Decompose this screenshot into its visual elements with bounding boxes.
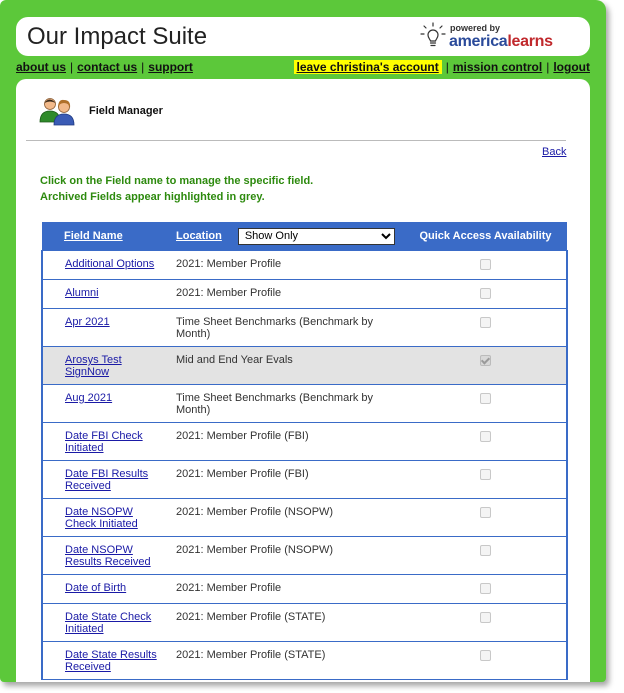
location-cell: 2021: Member Profile (STATE) — [166, 642, 404, 680]
location-cell: Time Sheet Benchmarks (Benchmark by Month) — [166, 385, 404, 423]
table-row — [42, 499, 567, 537]
field-name-link[interactable]: Apr 2021 — [65, 316, 110, 328]
table-row — [42, 461, 567, 499]
sort-field-name[interactable]: Field Name — [64, 230, 123, 242]
quick-access-checkbox[interactable] — [480, 431, 491, 442]
nav-about-us[interactable]: about us — [16, 60, 66, 74]
quick-access-cell — [404, 642, 567, 680]
quick-access-cell — [404, 347, 567, 385]
quick-access-cell — [404, 575, 567, 604]
sort-location[interactable]: Location — [176, 230, 222, 242]
nav-right — [294, 60, 591, 74]
quick-access-checkbox[interactable] — [480, 355, 491, 366]
nav-leave-account[interactable]: leave christina's account — [294, 60, 442, 74]
quick-access-cell — [404, 280, 567, 309]
powered-by-text: powered by — [450, 23, 501, 33]
archived-note: Archived Fields appear highlighted in grey. — [40, 191, 265, 203]
col-location — [166, 222, 404, 251]
instruction-text: Click on the Field name to manage the specific field. — [40, 175, 314, 187]
table-row — [42, 642, 567, 680]
field-name-link[interactable]: Additional Options — [65, 258, 155, 270]
top-nav — [16, 60, 590, 76]
table-row — [42, 575, 567, 604]
table-row — [42, 280, 567, 309]
location-cell: 2021: Member Profile (STATE) — [166, 604, 404, 642]
location-cell: 2021: Member Profile (NSOPW) — [166, 499, 404, 537]
nav-separator: | — [70, 60, 74, 74]
location-filter-select[interactable] — [238, 228, 395, 245]
content-panel — [16, 79, 590, 682]
quick-access-checkbox[interactable] — [480, 317, 491, 328]
nav-separator: | — [546, 60, 550, 74]
col-quick-access: Quick Access Availability — [404, 222, 567, 251]
location-header — [176, 228, 404, 245]
quick-access-cell — [404, 385, 567, 423]
quick-access-cell — [404, 604, 567, 642]
table-row — [42, 537, 567, 575]
field-name-link[interactable]: Date NSOPW Check Initiated — [65, 506, 138, 530]
table-body — [42, 251, 567, 680]
nav-separator: | — [445, 60, 449, 74]
field-name-cell — [42, 604, 166, 642]
table-row — [42, 251, 567, 280]
field-name-cell — [42, 347, 166, 385]
back-link[interactable]: Back — [542, 146, 567, 158]
americalearns-logo — [420, 22, 568, 52]
table-row — [42, 347, 567, 385]
nav-support[interactable]: support — [148, 60, 193, 74]
field-name-cell — [42, 642, 166, 680]
people-icon — [39, 96, 77, 126]
location-cell: Time Sheet Benchmarks (Benchmark by Month) — [166, 309, 404, 347]
location-cell: 2021: Member Profile (NSOPW) — [166, 537, 404, 575]
field-name-link[interactable]: Date NSOPW Results Received — [65, 544, 151, 568]
quick-access-cell — [404, 251, 567, 280]
quick-access-cell — [404, 499, 567, 537]
quick-access-checkbox[interactable] — [480, 469, 491, 480]
field-name-cell — [42, 280, 166, 309]
quick-access-checkbox[interactable] — [480, 612, 491, 623]
brand-part-b: learns — [507, 33, 553, 50]
header — [16, 17, 590, 56]
brand-name — [449, 33, 553, 51]
field-name-cell — [42, 575, 166, 604]
location-cell: 2021: Member Profile — [166, 280, 404, 309]
field-name-cell — [42, 461, 166, 499]
quick-access-checkbox[interactable] — [480, 583, 491, 594]
quick-access-cell — [404, 537, 567, 575]
brand-part-a: america — [449, 33, 508, 50]
field-table — [41, 222, 568, 680]
lightbulb-icon — [420, 22, 448, 52]
field-name-link[interactable]: Date State Check Initiated — [65, 611, 152, 635]
location-cell: 2021: Member Profile (FBI) — [166, 423, 404, 461]
nav-mission-control[interactable]: mission control — [452, 60, 543, 74]
quick-access-cell — [404, 461, 567, 499]
field-name-link[interactable]: Date FBI Results Received — [65, 468, 149, 492]
quick-access-cell — [404, 423, 567, 461]
app-title: Our Impact Suite — [27, 23, 208, 50]
nav-left — [16, 60, 193, 74]
field-name-cell — [42, 499, 166, 537]
quick-access-checkbox[interactable] — [480, 259, 491, 270]
quick-access-checkbox[interactable] — [480, 545, 491, 556]
page-title: Field Manager — [89, 105, 163, 117]
location-cell: Mid and End Year Evals — [166, 347, 404, 385]
quick-access-checkbox[interactable] — [480, 288, 491, 299]
field-name-cell — [42, 251, 166, 280]
col-field-name — [42, 222, 166, 251]
table-row — [42, 604, 567, 642]
field-name-link[interactable]: Date of Birth — [65, 582, 127, 594]
table-row — [42, 385, 567, 423]
quick-access-checkbox[interactable] — [480, 650, 491, 661]
field-name-link[interactable]: Arosys Test SignNow — [65, 354, 122, 378]
field-name-cell — [42, 385, 166, 423]
field-name-link[interactable]: Aug 2021 — [65, 392, 113, 404]
nav-logout[interactable]: logout — [553, 60, 590, 74]
location-cell: 2021: Member Profile — [166, 251, 404, 280]
quick-access-checkbox[interactable] — [480, 507, 491, 518]
table-row — [42, 423, 567, 461]
field-name-cell — [42, 309, 166, 347]
location-cell: 2021: Member Profile (FBI) — [166, 461, 404, 499]
field-name-link[interactable]: Alumni — [65, 287, 99, 299]
nav-separator: | — [141, 60, 145, 74]
field-name-link[interactable]: Date State Results Received — [65, 649, 157, 673]
field-name-cell — [42, 423, 166, 461]
location-cell: 2021: Member Profile — [166, 575, 404, 604]
table-row — [42, 309, 567, 347]
table-header-row — [42, 222, 567, 251]
divider — [26, 140, 566, 141]
quick-access-checkbox[interactable] — [480, 393, 491, 404]
nav-contact-us[interactable]: contact us — [77, 60, 138, 74]
field-name-cell — [42, 537, 166, 575]
field-name-link[interactable]: Date FBI Check Initiated — [65, 430, 143, 454]
quick-access-cell — [404, 309, 567, 347]
